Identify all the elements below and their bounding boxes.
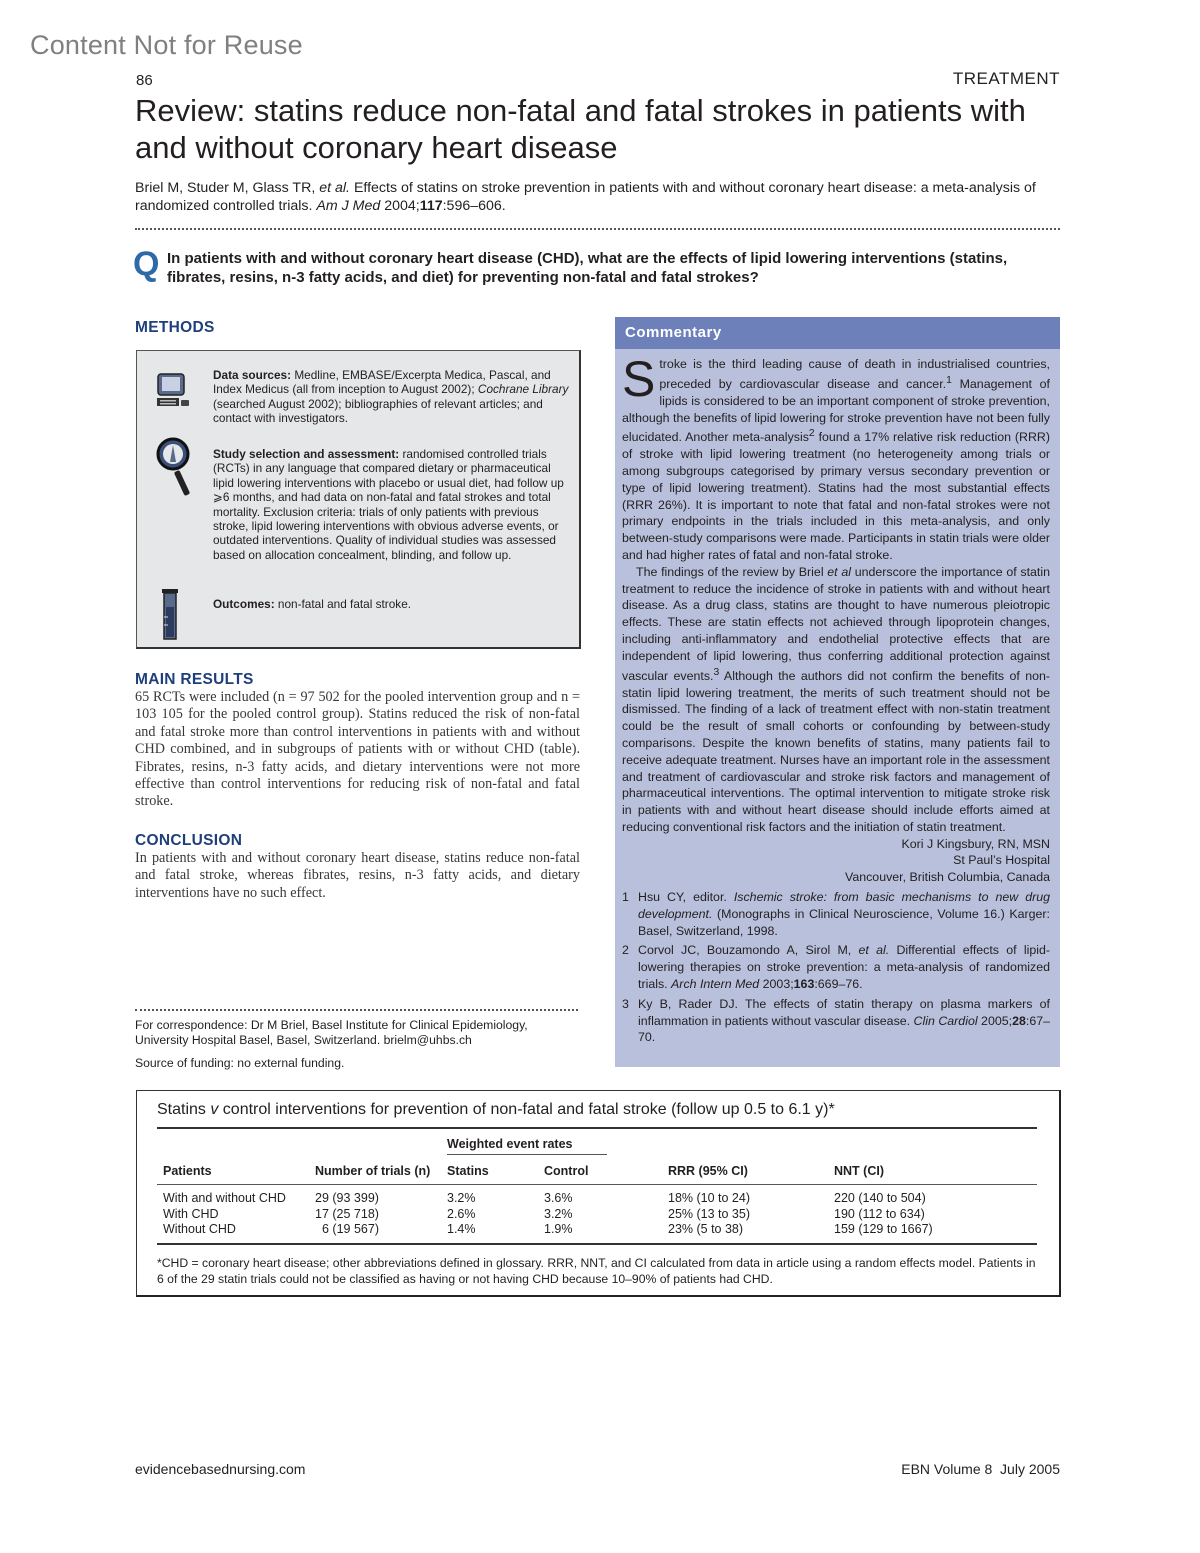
funding: Source of funding: no external funding. [135, 1056, 345, 1070]
computer-icon [155, 372, 191, 412]
table-cell: 1.4% [447, 1222, 476, 1237]
column-header: Number of trials (n) [315, 1164, 431, 1178]
table-cell: 3.2% [544, 1206, 573, 1221]
conclusion-heading: CONCLUSION [135, 832, 243, 849]
article-title: Review: statins reduce non-fatal and fatal strokes in patients with and without coronary heart disease [135, 93, 1026, 165]
table-group-header: Weighted event rates [447, 1137, 573, 1151]
study-selection: Study selection and assessment: randomised controlled trials (RCTs) in any language that compared dietary or pharmaceutical lipid lowering interventions with placebo or usual diet, had follow up ⩾6 months, and had data on non-fatal and fatal strokes and total mortality. Exclusion criteria: trials of only patients with previous stroke, lipid lowering interventions with obvious adverse events, or outdated interventions. Quality of individual studies was assessed based on allocation concealment, blinding, and follow up. [213, 447, 564, 562]
column-header: Statins [447, 1164, 489, 1178]
footer-website: evidencebasednursing.com [135, 1461, 306, 1477]
question-icon: Q [133, 245, 160, 283]
drop-cap: S [622, 351, 656, 407]
commentary-paragraph: The findings of the review by Briel et al underscore the importance of statin treatment to reduce the incidence of stroke in patients with and without heart disease. As a drug class, statins are thought to have numerous pleiotropic effects. These are statin effects not achieved through lipoprotein changes, including anti-inflammatory and endothelial protective effects that are independent of lipid lowering, thus conferring additional protection against vascular events.$^3$ Although the authors did not confirm the benefits of non-statin lipid lowering treatment, the merits of such treatment should not be dismissed. The finding of a lack of treatment effect with non-statin treatment could be the result of small cohorts or confounding by between-study comparisons. Despite the known benefits of statins, many patients fail to receive adequate treatment. Nurses have an important role in the assessment and treatment of cardiovascular and stroke risk factors and management of pharmaceutical interventions. The optimal intervention to mitigate stroke risk in patients with and without heart disease should include efforts aimed at reducing conventional risk factors and the initiation of statin treatment. [622, 564, 1050, 834]
correspondence: For correspondence: Dr M Briel, Basel Institute for Clinical Epidemiology, University Hospital Basel, Basel, Switzerland. brielm@uhbs.ch [135, 1018, 528, 1048]
main-results-heading: MAIN RESULTS [135, 671, 254, 688]
methods-heading: METHODS [135, 319, 215, 336]
table-row [163, 1191, 1033, 1207]
column-header: RRR (95% CI) [668, 1164, 748, 1178]
magnifier-icon [153, 436, 195, 500]
commentary-signature: Kori J Kingsbury, RN, MSN St Paul’s Hospital Vancouver, British Columbia, Canada [844, 836, 1050, 885]
commentary-paragraph: Stroke is the third leading cause of death in industrialised countries, preceded by cardiovascular disease and cancer.$^1$ Management of lipids is considered to be an important component of stroke prevention, although the benefits of lipid lowering for stroke prevention have not been fully elucidated. Another meta-analysis$^2$ found a 17% relative risk reduction (RRR) of stroke with lipid lowering treatment (no heterogeneity among trials or among subgroups categorised by primary versus secondary prevention or type of lipid lowering treatment). Statins had the most substantial effects (RRR 26%). It is important to note that fatal and non-fatal strokes were not primary endpoints in the trials included in this meta-analysis, and only between-study comparisons were made. Participants in statin trials were older and had higher rates of fatal and non-fatal stroke. [622, 351, 1051, 563]
page-number: 86 [136, 72, 153, 89]
table-rule [157, 1243, 1037, 1245]
table-cell: 6 (19 567) [322, 1222, 379, 1237]
table-cell: 18% (10 to 24) [668, 1191, 750, 1205]
table-row [163, 1222, 1033, 1238]
conclusion-text: In patients with and without coronary heart disease, statins reduce non-fatal and fatal stroke, whereas fibrates, resins, n-3 fatty acids, and dietary interventions have no such effect. [135, 850, 580, 901]
reference-item: 3 Ky B, Rader DJ. The effects of statin therapy on plasma markers of inflammation in patients without vascular disease. Clin Cardiol 2005;28:67–70. [622, 996, 1050, 1045]
test-tube-icon [158, 587, 182, 643]
table-cell: 2.6% [447, 1206, 476, 1221]
column-header: Control [544, 1164, 589, 1178]
table-cell: With CHD [163, 1206, 219, 1221]
column-header: Patients [163, 1164, 212, 1178]
main-results-text: 65 RCTs were included (n = 97 502 for the pooled intervention group and n = 103 105 for the pooled control group). Statins reduced the risk of non-fatal and fatal stroke more than control interventions in patients with and without CHD combined, and in subgroups of patients with or without CHD (table). Fibrates, resins, n-3 fatty acids, and dietary interventions were not more effective than control interventions for reducing risk of non-fatal and fatal stroke. [135, 689, 580, 810]
outcomes: Outcomes: non-fatal and fatal stroke. [213, 597, 412, 611]
watermark: Content Not for Reuse [30, 30, 303, 60]
commentary-heading: Commentary [615, 317, 1060, 349]
commentary-text [622, 351, 1051, 1049]
reference-item: 2 Corvol JC, Bouzamondo A, Sirol M, et al. Differential effects of lipid-lowering therapies on stroke prevention: a meta-analysis of randomized trials. Arch Intern Med 2003;163:669–76. [622, 943, 1050, 992]
table-rule [157, 1184, 1037, 1185]
table-cell: 29 (93 399) [315, 1191, 379, 1205]
reference-list [622, 889, 1050, 1046]
table-cell: 1.9% [544, 1222, 573, 1237]
citation: Briel M, Studer M, Glass TR, et al. Effects of statins on stroke prevention in patients with and without coronary heart disease: a meta-analysis of randomized controlled trials. Am J Med 2004;117:596–606. [135, 180, 1036, 214]
table-cell: 3.6% [544, 1191, 573, 1205]
dotted-divider [135, 1009, 578, 1011]
data-sources: Data sources: Medline, EMBASE/Excerpta Medica, Pascal, and Index Medicus (all from inception to August 2002); Cochrane Library (searched August 2002); bibliographies of relevant articles; and contact with investigators. [213, 368, 569, 426]
dotted-divider [135, 228, 1060, 230]
table-cell: 220 (140 to 504) [834, 1191, 926, 1205]
table-rule [447, 1154, 607, 1155]
table-body [163, 1191, 1033, 1238]
table-cell: 190 (112 to 634) [834, 1206, 925, 1221]
table-row [163, 1207, 1033, 1223]
table-cell: 3.2% [447, 1191, 476, 1205]
table-cell: Without CHD [163, 1222, 236, 1237]
footer-issue: EBN Volume 8 July 2005 [901, 1461, 1060, 1477]
table-rule [157, 1127, 1037, 1129]
table-cell: 23% (5 to 38) [668, 1222, 744, 1237]
table-footnote: *CHD = coronary heart disease; other abbreviations defined in glossary. RRR, NNT, and CI calculated from data in article using a random effects model. Patients in 6 of the 29 statin trials could not be classified as having or not having CHD because 10–90% of patients had CHD. [157, 1256, 1036, 1286]
table-title: Statins v control interventions for prevention of non-fatal and fatal stroke (follow up 0.5 to 6.1 y)* [157, 1101, 835, 1118]
question-text: In patients with and without coronary heart disease (CHD), what are the effects of lipid lowering interventions (statins, fibrates, resins, n-3 fatty acids, and diet) for preventing non-fatal and fatal strokes? [167, 250, 1008, 286]
column-header: NNT (CI) [834, 1164, 884, 1178]
reference-item: 1 Hsu CY, editor. Ischemic stroke: from basic mechanisms to new drug development. (Monographs in Clinical Neuroscience, Volume 16.) Karger: Basel, Switzerland, 1998. [622, 890, 1050, 938]
section-label: TREATMENT [952, 69, 1060, 88]
table-cell: With and without CHD [163, 1191, 286, 1205]
table-cell: 25% (13 to 35) [668, 1206, 750, 1221]
table-cell: 17 (25 718) [315, 1206, 379, 1221]
table-cell: 159 (129 to 1667) [834, 1222, 933, 1237]
